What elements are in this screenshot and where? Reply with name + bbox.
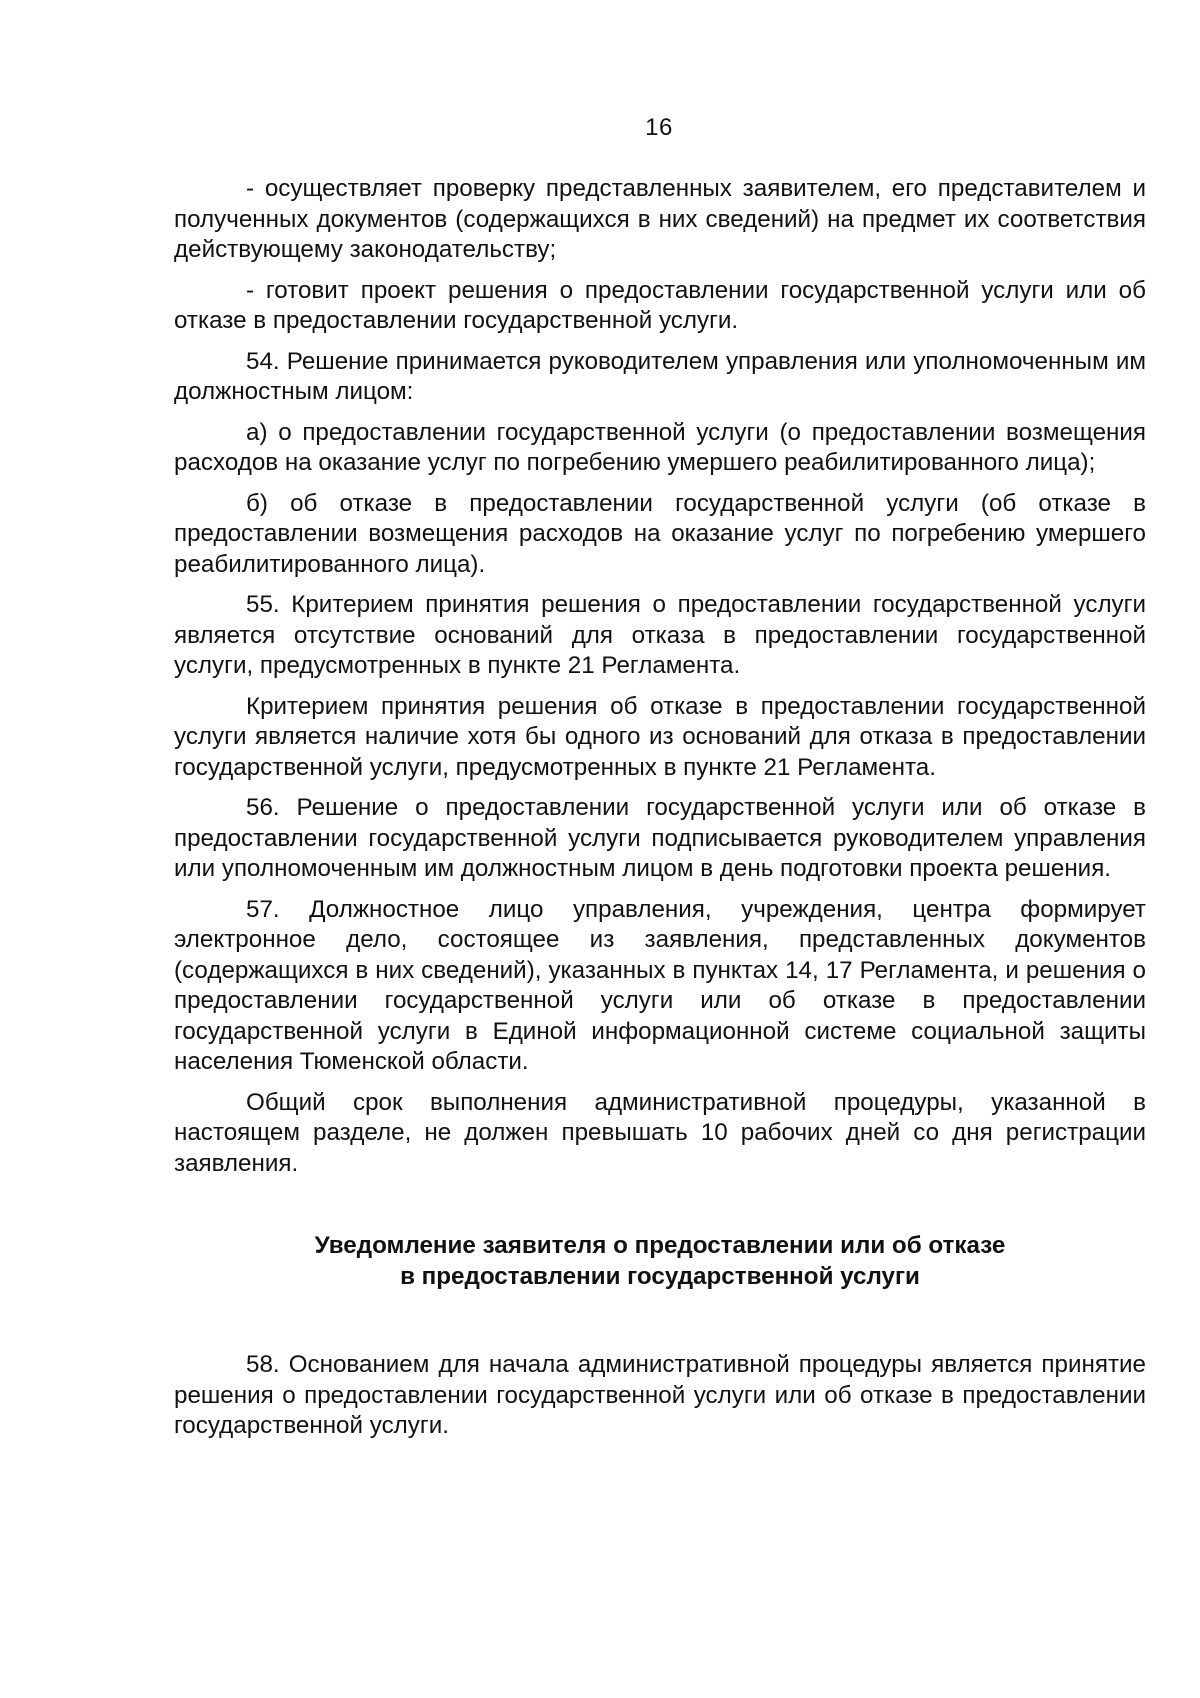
paragraph-prepare-draft: - готовит проект решения о предоставлении государственной услуги или об отказе в предоставлении государственной услуги.	[174, 276, 1146, 334]
paragraph-55-refusal-criterion: Критерием принятия решения об отказе в предоставлении государственной услуги является наличие хотя бы одного из оснований для отказа в предоставлении государственной услуги, предусмотренных в пункте 21 Регламента.	[174, 692, 1146, 781]
paragraph-56: 56. Решение о предоставлении государственной услуги или об отказе в предоставлении государственной услуги подписывается руководителем управления или уполномоченным им должностным лицом в день подготовки проекта решения.	[174, 794, 1146, 882]
section-heading	[174, 1231, 1146, 1292]
paragraph-57-term: Общий срок выполнения административной процедуры, указанной в настоящем разделе, не должен превышать 10 рабочих дней со дня регистрации заявления.	[174, 1088, 1146, 1177]
page-number: 16	[645, 114, 673, 141]
paragraph-58: 58. Основанием для начала административной процедуры является принятие решения о предоставлении государственной услуги или об отказе в предоставлении государственной услуги.	[174, 1351, 1146, 1439]
section-heading-line-1: Уведомление заявителя о предоставлении или об отказе	[314, 1232, 1006, 1259]
paragraph-54-a: а) о предоставлении государственной услуги (о предоставлении возмещения расходов на оказание услуг по погребению умершего реабилитированного лица);	[174, 418, 1146, 476]
section-heading-line-2: в предоставлении государственной услуги	[400, 1262, 920, 1290]
document-body	[174, 174, 1146, 1452]
paragraph-55: 55. Критерием принятия решения о предоставлении государственной услуги является отсутствие оснований для отказа в предоставлении государственной услуги, предусмотренных в пункте 21 Регламента.	[174, 591, 1146, 679]
paragraph-54: 54. Решение принимается руководителем управления или уполномоченным им должностным лицом:	[174, 347, 1146, 405]
paragraph-check-documents: - осуществляет проверку представленных заявителем, его представителем и полученных документов (содержащихся в них сведений) на предмет их соответствия действующему законодательству;	[174, 175, 1146, 263]
paragraph-54-b: б) об отказе в предоставлении государственной услуги (об отказе в предоставлении возмещения расходов на оказание услуг по погребению умершего реабилитированного лица).	[174, 489, 1146, 578]
paragraph-57: 57. Должностное лицо управления, учреждения, центра формирует электронное дело, состоящее из заявления, представленных документов (содержащихся в них сведений), указанных в пунктах 14, 17 Регламента, и решения о предоставлении государственной услуги или об отказе в предоставлении государственной услуги в Единой информационной системе социальной защиты населения Тюменской области.	[174, 895, 1146, 1075]
